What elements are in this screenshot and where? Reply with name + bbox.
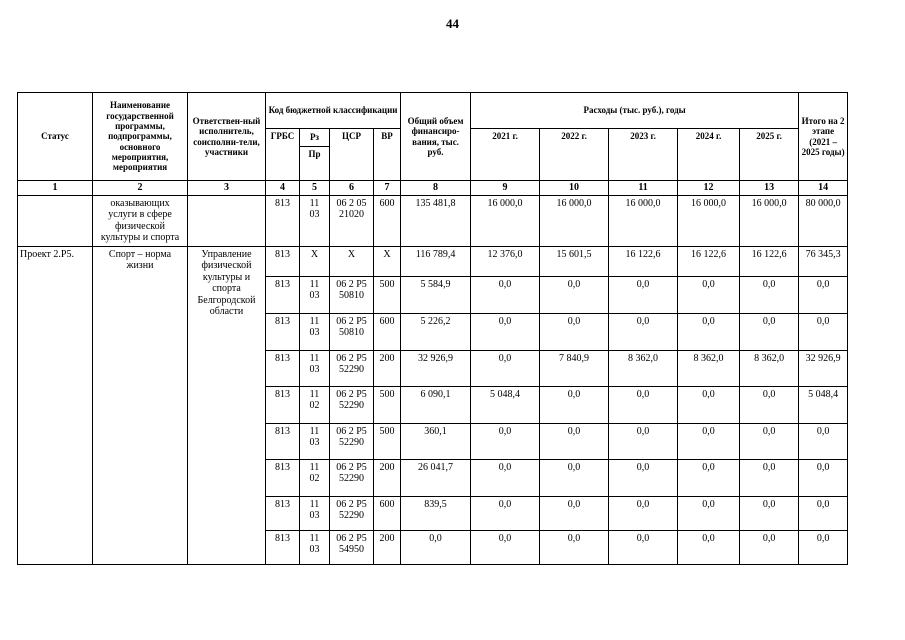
rz-pr-cell xyxy=(300,276,330,313)
header-status: Статус xyxy=(18,93,93,181)
rz-value: 11 xyxy=(309,498,320,510)
rz-value: 11 xyxy=(309,425,320,437)
year-2023-cell: 0,0 xyxy=(609,313,678,350)
year-2022-cell: 16 000,0 xyxy=(540,195,609,246)
pr-value: 03 xyxy=(309,510,320,521)
column-number: 2 xyxy=(93,181,188,196)
year-2021-cell: 0,0 xyxy=(471,459,540,496)
year-2021-cell: 16 000,0 xyxy=(471,195,540,246)
year-2024-cell: 0,0 xyxy=(678,530,740,564)
csr-cell xyxy=(330,313,374,350)
column-number: 12 xyxy=(678,181,740,196)
budget-table xyxy=(17,92,848,565)
stage-total-cell: 80 000,0 xyxy=(799,195,848,246)
csr-part2: 52290 xyxy=(339,400,364,411)
year-2021-cell: 0,0 xyxy=(471,530,540,564)
year-2024-cell: 0,0 xyxy=(678,386,740,423)
rz-value: Х xyxy=(310,248,319,260)
rz-pr-cell xyxy=(300,195,330,246)
grbs-cell: 813 xyxy=(266,276,300,313)
total-cell: 6 090,1 xyxy=(401,386,471,423)
year-2025-cell: 0,0 xyxy=(740,459,799,496)
stage-total-cell: 0,0 xyxy=(799,276,848,313)
year-2021-cell: 0,0 xyxy=(471,276,540,313)
year-2024-cell: 0,0 xyxy=(678,459,740,496)
year-2022-cell: 0,0 xyxy=(540,530,609,564)
year-2021-cell: 0,0 xyxy=(471,350,540,386)
csr-part2: 52290 xyxy=(339,437,364,448)
year-2022-cell: 0,0 xyxy=(540,423,609,459)
rz-pr-cell xyxy=(300,459,330,496)
csr-cell xyxy=(330,386,374,423)
csr-part1: 06 2 P5 xyxy=(336,461,367,473)
vr-cell: 600 xyxy=(374,195,401,246)
header-expenses: Расходы (тыс. руб.), годы xyxy=(471,93,799,129)
vr-cell: 600 xyxy=(374,496,401,530)
column-number: 3 xyxy=(188,181,266,196)
csr-cell xyxy=(330,496,374,530)
year-2025-cell: 0,0 xyxy=(740,423,799,459)
header-executor: Ответствен-ный исполнитель, соисполни-тели, участники xyxy=(188,93,266,181)
column-number: 1 xyxy=(18,181,93,196)
column-number: 14 xyxy=(799,181,848,196)
column-number: 6 xyxy=(330,181,374,196)
column-number: 7 xyxy=(374,181,401,196)
csr-part2: 54950 xyxy=(339,544,364,555)
header-year-2022: 2022 г. xyxy=(540,129,609,181)
total-cell: 360,1 xyxy=(401,423,471,459)
grbs-cell: 813 xyxy=(266,423,300,459)
column-number: 13 xyxy=(740,181,799,196)
csr-part2: 52290 xyxy=(339,510,364,521)
project-name-cell: Спорт – норма жизни xyxy=(93,246,188,564)
table-body xyxy=(18,195,848,246)
csr-part1: 06 2 P5 xyxy=(336,498,367,510)
vr-cell: 500 xyxy=(374,423,401,459)
year-2025-cell: 8 362,0 xyxy=(740,350,799,386)
rz-pr-cell xyxy=(300,496,330,530)
year-2024-cell: 0,0 xyxy=(678,276,740,313)
csr-part1: 06 2 P5 xyxy=(336,315,367,327)
grbs-cell: 813 xyxy=(266,459,300,496)
column-number: 8 xyxy=(401,181,471,196)
year-2025-cell: 0,0 xyxy=(740,276,799,313)
project-status-cell: Проект 2.P5. xyxy=(18,246,93,564)
year-2022-cell: 0,0 xyxy=(540,459,609,496)
csr-part2: 50810 xyxy=(339,327,364,338)
stage-total-cell: 32 926,9 xyxy=(799,350,848,386)
year-2024-cell: 16 122,6 xyxy=(678,246,740,276)
total-cell: 32 926,9 xyxy=(401,350,471,386)
pr-value: 03 xyxy=(309,364,320,375)
grbs-cell: 813 xyxy=(266,195,300,246)
year-2024-cell: 0,0 xyxy=(678,496,740,530)
year-2023-cell: 0,0 xyxy=(609,276,678,313)
csr-cell xyxy=(330,530,374,564)
grbs-cell: 813 xyxy=(266,530,300,564)
page-number: 44 xyxy=(446,16,459,31)
header-year-2023: 2023 г. xyxy=(609,129,678,181)
pr-value: 03 xyxy=(309,209,320,220)
year-2023-cell: 0,0 xyxy=(609,496,678,530)
column-number: 4 xyxy=(266,181,300,196)
csr-part1: 06 2 05 xyxy=(336,197,367,209)
pr-value: 02 xyxy=(309,400,320,411)
column-number: 11 xyxy=(609,181,678,196)
rz-pr-cell xyxy=(300,386,330,423)
year-2025-cell: 0,0 xyxy=(740,386,799,423)
year-2022-cell: 0,0 xyxy=(540,386,609,423)
rz-pr-cell xyxy=(300,246,330,276)
vr-cell: Х xyxy=(374,246,401,276)
csr-part1: Х xyxy=(347,248,356,260)
year-2024-cell: 0,0 xyxy=(678,313,740,350)
stage-total-cell: 76 345,3 xyxy=(799,246,848,276)
rz-value: 11 xyxy=(309,315,320,327)
total-cell: 5 584,9 xyxy=(401,276,471,313)
year-2025-cell: 0,0 xyxy=(740,496,799,530)
vr-cell: 200 xyxy=(374,459,401,496)
rz-value: 11 xyxy=(309,532,320,544)
executor-cell xyxy=(188,195,266,246)
header-total-volume: Общий объем финансиро-вания, тыс. руб. xyxy=(401,93,471,181)
rz-value: 11 xyxy=(309,197,320,209)
pr-value: 02 xyxy=(309,473,320,484)
pr-value: 03 xyxy=(309,327,320,338)
year-2023-cell: 0,0 xyxy=(609,530,678,564)
year-2023-cell: 16 122,6 xyxy=(609,246,678,276)
csr-part1: 06 2 P5 xyxy=(336,425,367,437)
csr-part1: 06 2 P5 xyxy=(336,352,367,364)
year-2025-cell: 0,0 xyxy=(740,313,799,350)
year-2025-cell: 16 000,0 xyxy=(740,195,799,246)
table-header xyxy=(18,93,848,196)
grbs-cell: 813 xyxy=(266,386,300,423)
year-2023-cell: 0,0 xyxy=(609,459,678,496)
csr-cell xyxy=(330,423,374,459)
year-2024-cell: 0,0 xyxy=(678,423,740,459)
year-2023-cell: 16 000,0 xyxy=(609,195,678,246)
total-cell: 839,5 xyxy=(401,496,471,530)
vr-cell: 500 xyxy=(374,276,401,313)
rz-pr-cell xyxy=(300,313,330,350)
header-vr: ВР xyxy=(374,129,401,181)
pr-value: 03 xyxy=(309,544,320,555)
total-cell: 0,0 xyxy=(401,530,471,564)
year-2021-cell: 0,0 xyxy=(471,496,540,530)
total-cell: 135 481,8 xyxy=(401,195,471,246)
year-2021-cell: 12 376,0 xyxy=(471,246,540,276)
header-budget-code: Код бюджетной классификации xyxy=(266,93,401,129)
grbs-cell: 813 xyxy=(266,496,300,530)
total-cell: 26 041,7 xyxy=(401,459,471,496)
year-2022-cell: 0,0 xyxy=(540,496,609,530)
header-year-2021: 2021 г. xyxy=(471,129,540,181)
header-pr: Пр xyxy=(300,147,330,181)
stage-total-cell: 0,0 xyxy=(799,313,848,350)
rz-pr-cell xyxy=(300,530,330,564)
vr-cell: 200 xyxy=(374,350,401,386)
table-row xyxy=(18,246,848,276)
rz-value: 11 xyxy=(309,388,320,400)
csr-cell xyxy=(330,195,374,246)
csr-cell xyxy=(330,459,374,496)
grbs-cell: 813 xyxy=(266,350,300,386)
year-2022-cell: 7 840,9 xyxy=(540,350,609,386)
grbs-cell: 813 xyxy=(266,246,300,276)
csr-part1: 06 2 P5 xyxy=(336,532,367,544)
stage-total-cell: 0,0 xyxy=(799,496,848,530)
rz-value: 11 xyxy=(309,461,320,473)
year-2021-cell: 5 048,4 xyxy=(471,386,540,423)
column-number: 9 xyxy=(471,181,540,196)
table-row xyxy=(18,195,848,246)
year-2021-cell: 0,0 xyxy=(471,313,540,350)
grbs-cell: 813 xyxy=(266,313,300,350)
year-2022-cell: 0,0 xyxy=(540,276,609,313)
project-executor-cell: Управление физической культуры и спорта Белгородской области xyxy=(188,246,266,564)
name-cell: оказывающих услуги в сфере физической культуры и спорта xyxy=(93,195,188,246)
year-2023-cell: 8 362,0 xyxy=(609,350,678,386)
project-body xyxy=(18,246,848,564)
csr-part1: 06 2 P5 xyxy=(336,388,367,400)
year-2021-cell: 0,0 xyxy=(471,423,540,459)
pr-value: 03 xyxy=(309,290,320,301)
status-cell xyxy=(18,195,93,246)
rz-value: 11 xyxy=(309,352,320,364)
vr-cell: 500 xyxy=(374,386,401,423)
stage-total-cell: 0,0 xyxy=(799,423,848,459)
vr-cell: 600 xyxy=(374,313,401,350)
header-stage-total: Итого на 2 этапе (2021 – 2025 годы) xyxy=(799,93,848,181)
csr-part2: 52290 xyxy=(339,473,364,484)
csr-cell xyxy=(330,276,374,313)
stage-total-cell: 0,0 xyxy=(799,459,848,496)
year-2024-cell: 16 000,0 xyxy=(678,195,740,246)
csr-part2: 52290 xyxy=(339,364,364,375)
csr-part2: 50810 xyxy=(339,290,364,301)
stage-total-cell: 5 048,4 xyxy=(799,386,848,423)
header-rz: Рз xyxy=(300,129,330,147)
year-2023-cell: 0,0 xyxy=(609,423,678,459)
csr-cell xyxy=(330,246,374,276)
total-cell: 116 789,4 xyxy=(401,246,471,276)
rz-pr-cell xyxy=(300,350,330,386)
year-2022-cell: 15 601,5 xyxy=(540,246,609,276)
year-2025-cell: 0,0 xyxy=(740,530,799,564)
csr-part2: 21020 xyxy=(339,209,364,220)
header-csr: ЦСР xyxy=(330,129,374,181)
header-name: Наименование государственной программы, подпрограммы, основного мероприятия, мероприятия xyxy=(93,93,188,181)
year-2025-cell: 16 122,6 xyxy=(740,246,799,276)
column-number: 5 xyxy=(300,181,330,196)
year-2022-cell: 0,0 xyxy=(540,313,609,350)
rz-pr-cell xyxy=(300,423,330,459)
column-number: 10 xyxy=(540,181,609,196)
pr-value: 03 xyxy=(309,437,320,448)
total-cell: 5 226,2 xyxy=(401,313,471,350)
rz-value: 11 xyxy=(309,278,320,290)
header-year-2025: 2025 г. xyxy=(740,129,799,181)
year-2024-cell: 8 362,0 xyxy=(678,350,740,386)
header-year-2024: 2024 г. xyxy=(678,129,740,181)
column-number-row xyxy=(18,181,848,196)
year-2023-cell: 0,0 xyxy=(609,386,678,423)
csr-part1: 06 2 P5 xyxy=(336,278,367,290)
header-grbs: ГРБС xyxy=(266,129,300,181)
vr-cell: 200 xyxy=(374,530,401,564)
stage-total-cell: 0,0 xyxy=(799,530,848,564)
csr-cell xyxy=(330,350,374,386)
